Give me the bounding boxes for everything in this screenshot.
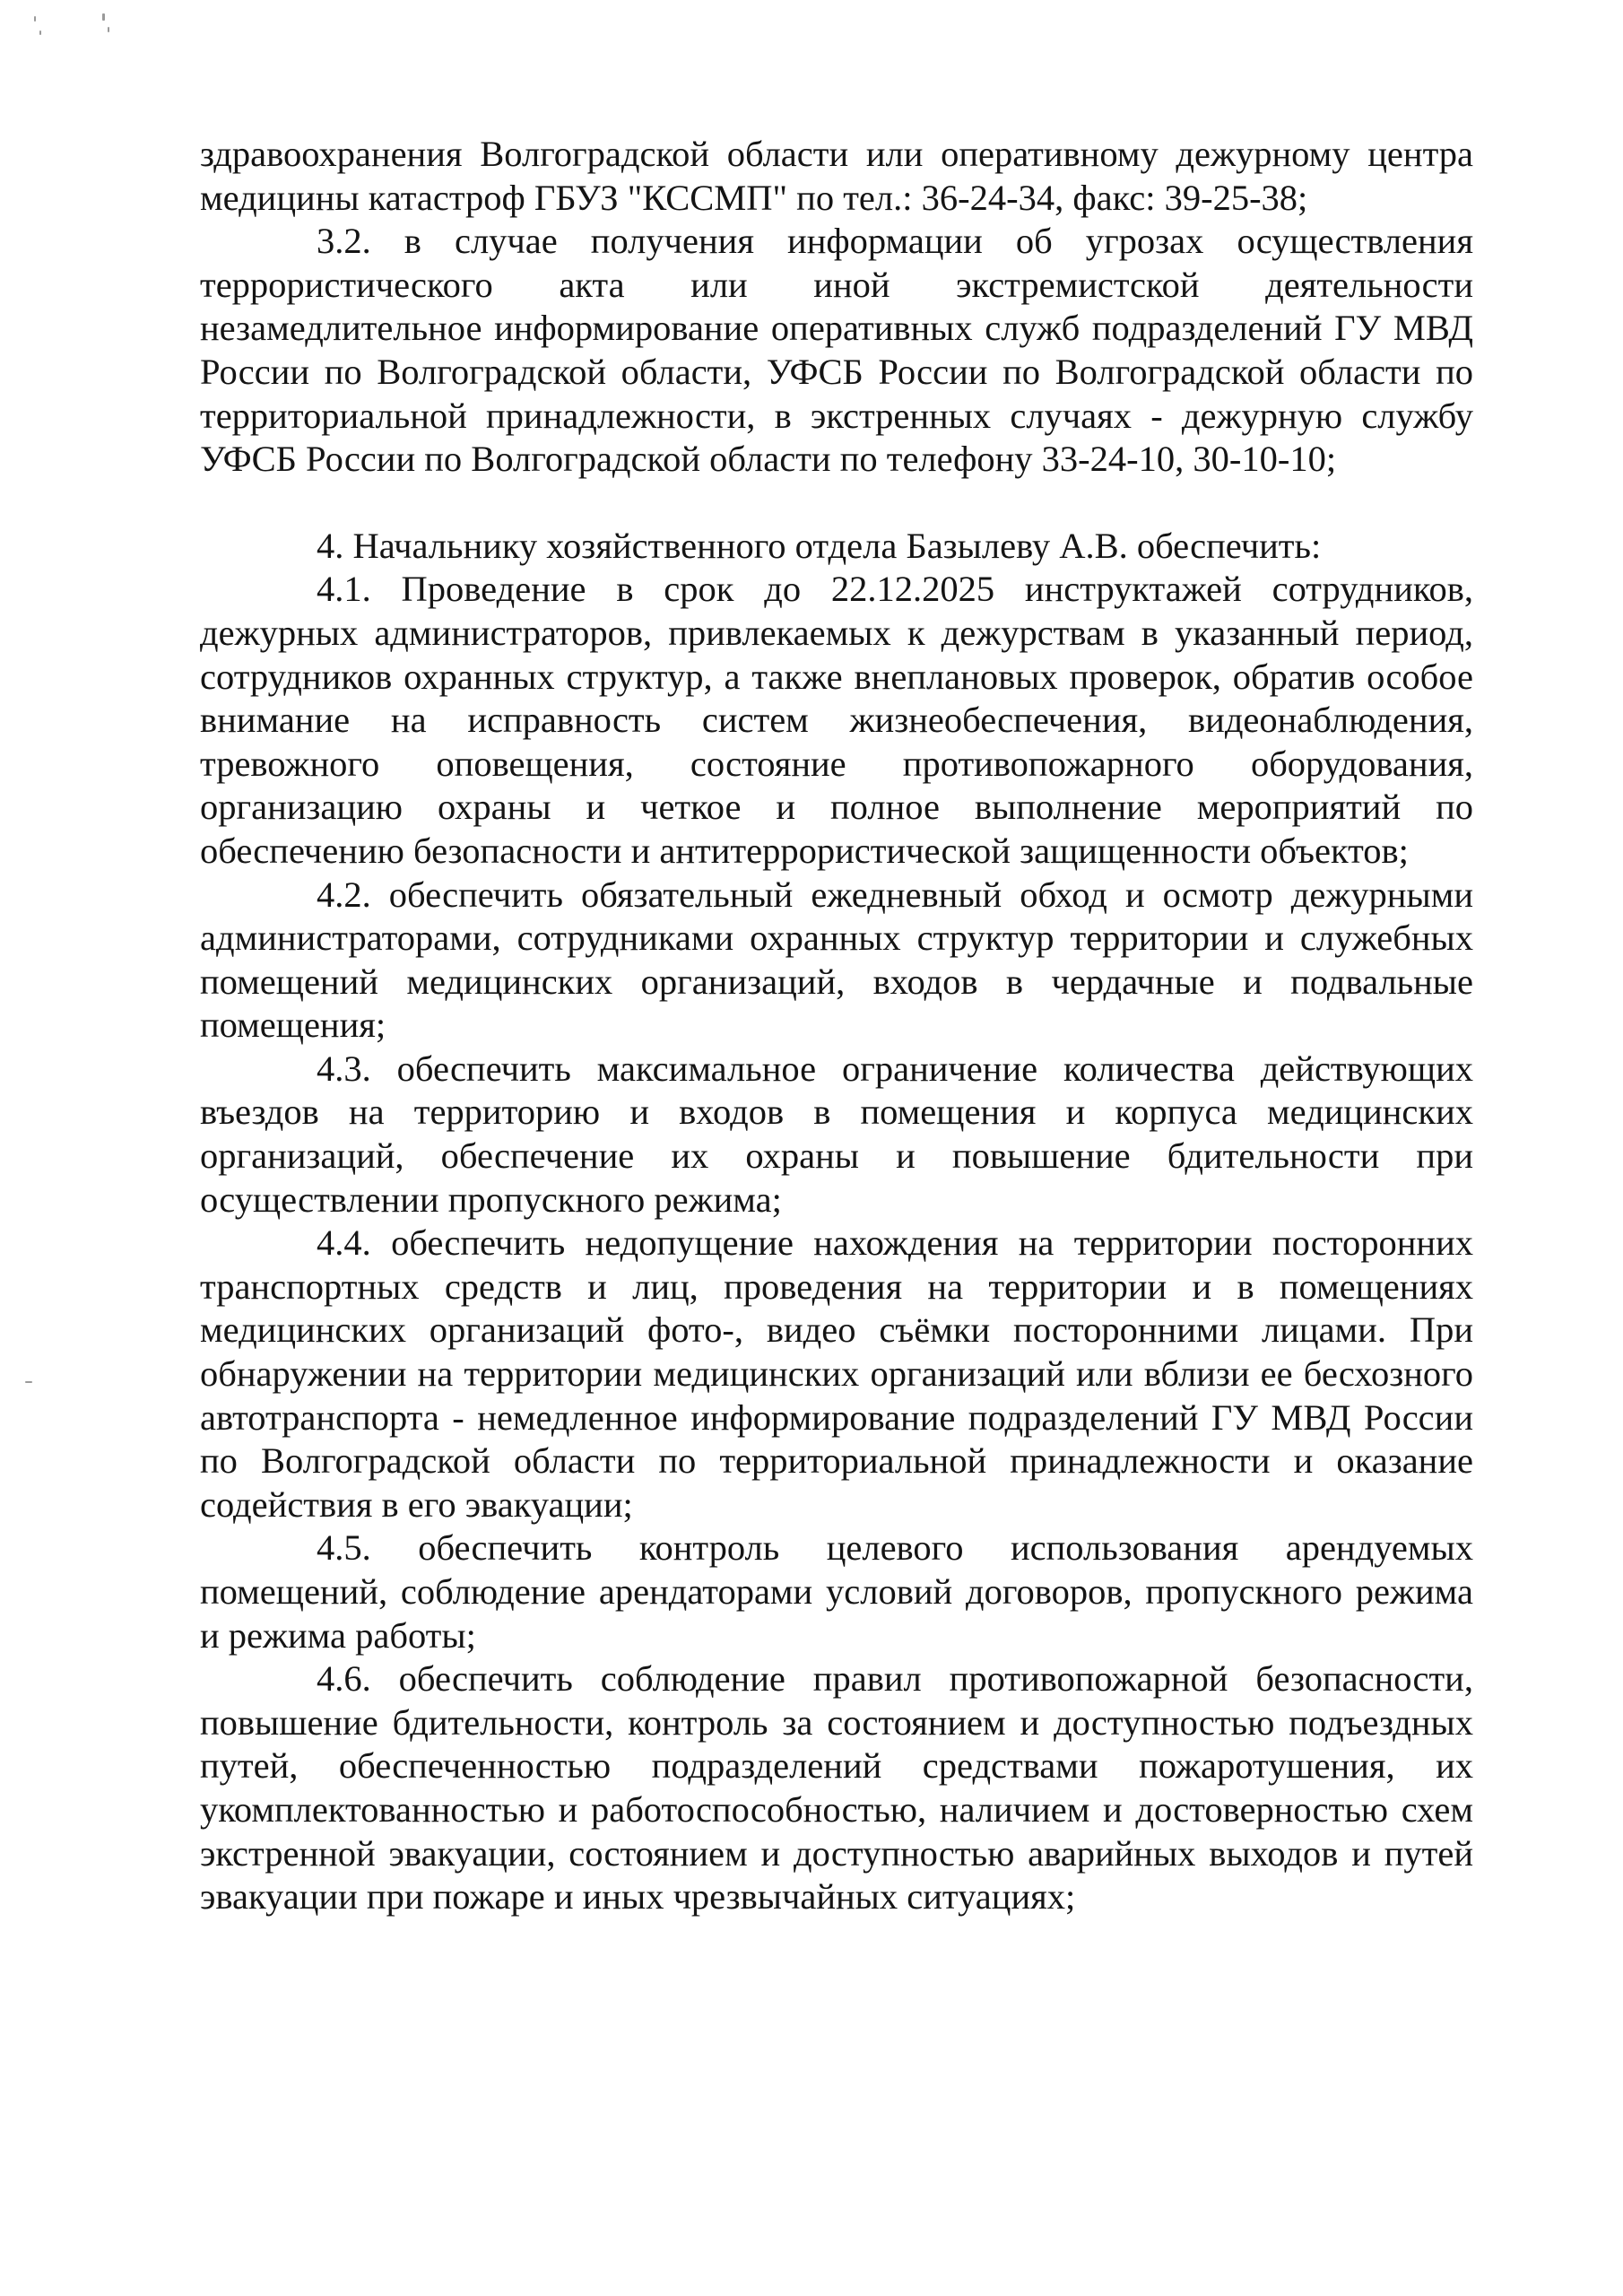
paragraph-4-1: 4.1. Проведение в срок до 22.12.2025 инструктажей сотрудников, дежурных администраторов, привлекаемых к дежурствам в указанный период, сотрудников охранных структур, а также внеплановых проверок, обратив особое внимание на исправность систем жизнеобеспечения, видеонаблюдения, тревожного оповещения, состояние противопожарного оборудования, организацию охраны и четкое и полное выполнение мероприятий по обеспечению безопасности и антитеррористической защищенности объектов; (200, 569, 1473, 871)
paragraph-3-2: 3.2. в случае получения информации об угрозах осуществления террористического акта или иной экстремистской деятельности незамедлительное информирование оперативных служб подразделений ГУ МВД России по Волгоградской области, УФСБ России по Волгоградской области по территориальной принадлежности, в экстренных случаях - дежурную службу УФСБ России по Волгоградской области по телефону 33-24-10, 30-10-10; (200, 221, 1473, 480)
scan-speck (102, 13, 105, 21)
scan-speck (39, 30, 41, 35)
scan-speck (25, 1381, 32, 1383)
paragraph-4-3: 4.3. обеспечить максимальное ограничение количества действующих въездов на территорию и входов в помещения и корпуса медицинских организаций, обеспечение их охраны и повышение бдительности при осуществлении пропускного режима; (200, 1048, 1473, 1220)
scan-speck (34, 16, 36, 22)
paragraph-4-6: 4.6. обеспечить соблюдение правил противопожарной безопасности, повышение бдительности, контроль за состоянием и доступностью подъездных путей, обеспеченностью подразделений средствами пожаротушения, их укомплектованностью и работоспособностью, наличием и достоверностью схем экстренной эвакуации, состоянием и доступностью аварийных выходов и путей эвакуации при пожаре и иных чрезвычайных ситуациях; (200, 1658, 1473, 1918)
paragraph-4-2: 4.2. обеспечить обязательный ежедневный обход и осмотр дежурными администраторами, сотрудниками охранных структур территории и служебных помещений медицинских организаций, входов в чердачные и подвальные помещения; (200, 874, 1473, 1046)
paragraph-4-heading: 4. Начальнику хозяйственного отдела Базылеву А.В. обеспечить: (317, 525, 1322, 566)
scan-speck (108, 27, 109, 32)
paragraph-4-5: 4.5. обеспечить контроль целевого использования арендуемых помещений, соблюдение арендаторами условий договоров, пропускного режима и режима работы; (200, 1527, 1473, 1656)
paragraph-continuation: здравоохранения Волгоградской области или оперативному дежурному центра медицины катастроф ГБУЗ "КССМП" по тел.: 36-24-34, факс: 39-25-38; (200, 134, 1473, 218)
paragraph-gap (200, 482, 1473, 525)
paragraph-4-4: 4.4. обеспечить недопущение нахождения на территории посторонних транспортных средств и лиц, проведения на территории и в помещениях медицинских организаций фото-, видео съёмки посторонними лицами. При обнаружении на территории медицинских организаций или вблизи ее бесхозного автотранспорта - немедленное информирование подразделений ГУ МВД России по Волгоградской области по территориальной принадлежности и оказание содействия в его эвакуации; (200, 1222, 1473, 1525)
document-page (200, 133, 1473, 1919)
